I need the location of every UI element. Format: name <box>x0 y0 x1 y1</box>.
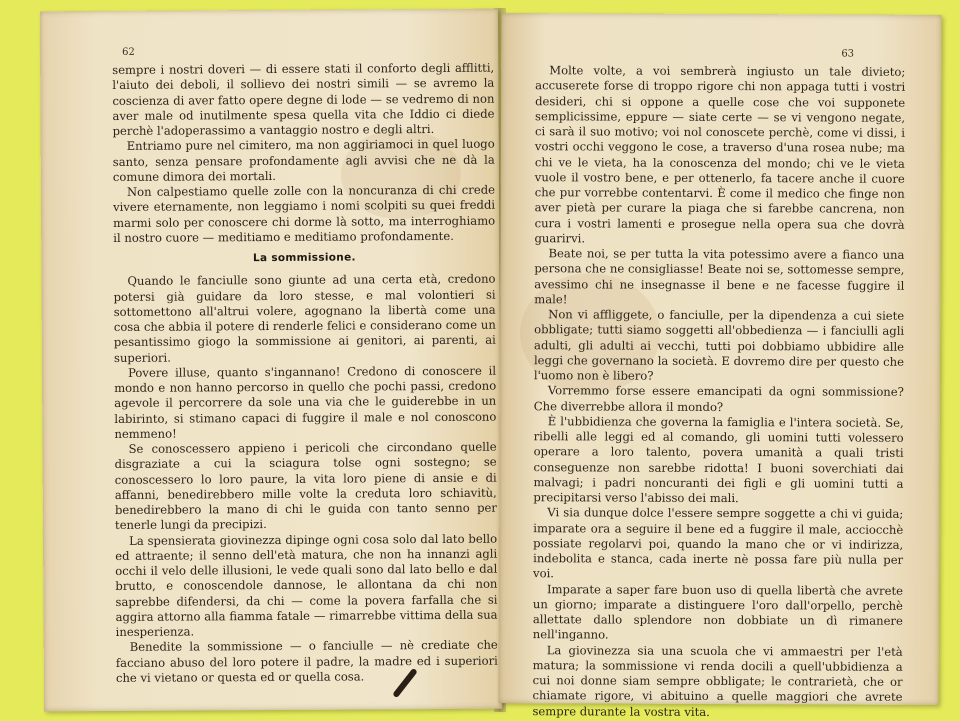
paragraph: sempre i nostri doveri — di essere stati il conforto degli afflitti, l'aiuto dei deboli, il sollievo dei nostri simili — se avremo la coscienza di aver fatto opere degne di lode — se vedremo di non aver male od inutilmente spesa quella vita che Iddio ci diede perchè l'adoperassimo a vantaggio nostro e degli altri. <box>112 60 495 138</box>
paragraph: Se conoscessero appieno i pericoli che circondano quelle disgraziate a cui la sciagura tolse ogni sostegno; se conoscessero lo loro paure, la vita loro piene di ansie e di affanni, benedirebbero mille volte la creduta loro schiavitù, benedirebbero la mano di chi le guida con tanto senno per tenerle lungi da precipizi. <box>114 439 497 533</box>
paragraph: Beate noi, se per tutta la vita potessimo avere a fianco una persona che ne consigliasse! Beate noi se, sottomesse sempre, avessimo chi ne insegnasse il bene e ne facesse fuggire il male! <box>534 246 905 307</box>
paragraph: La giovinezza sia una scuola che vi ammaestri per l'età matura; la sommissione vi renda docili a quell'ubbidienza a cui noi donne siam sempre obbligate; le contrarietà, che or chiamate rigore, vi abituino a quelle maggiori che avrete sempre durante la vostra vita. <box>532 642 903 719</box>
paragraph: La spensierata giovinezza dipinge ogni cosa solo dal lato bello ed attraente; il senno dell'età matura, che non ha innanzi agli occhi il velo delle illusioni, le vede quali sono dal lato bello e dal brutto, e conoscendole dannose, le allontana da chi non saprebbe difendersi, da chi — come la povera farfalla che si aggira attorno alla fiamma fatale — rimarrebbe vittima della sua inesperienza. <box>115 531 498 639</box>
right-page <box>498 13 941 719</box>
right-page-body <box>532 63 905 720</box>
paragraph: Non vi affliggete, o fanciulle, per la dipendenza a cui siete obbligate; tutti siamo soggetti all'obbedienza — i fanciulli agli adulti, gli adulti ai vecchi, tutti poi dobbiamo ubbidire alle leggi che governano la società. E dovremo dire per questo che l'uomo non è libero? <box>533 307 905 383</box>
paragraph: Vorremmo forse essere emancipati da ogni sommissione? Che diverrebbe allora il mondo? <box>533 383 904 414</box>
paragraph: Molte volte, a voi sembrerà ingiusto un tale divieto; accuserete forse di troppo rigore chi non appaga tutti i vostri desideri, chi si oppone a quelle cose che voi supponete semplicissime, eppure — siate certe — se vi vengono negate, ci sarà il suo motivo; voi nol conoscete perchè, come vi dissi, i vostri occhi veggono le cose, a traverso d'una rosea nube; ma chi ve le vieta, ha la conoscenza del mondo; chi ve le vieta vuole il vostro bene, e per ottenerlo, fa tacere anche il cuore che pur vorrebbe contentarvi. È come il medico che finge non aver pietà per curare la piaga che si farebbe cancrena, non cura i vostri lamenti e prosegue nella opera sua che dovrà guarirvi. <box>534 63 906 246</box>
section-heading: La sommissione. <box>252 251 356 265</box>
paragraph: Entriamo pure nel cimitero, ma non aggiriamoci in quel luogo santo, senza pensare profondamente agli avvisi che ne dà la comune dimora dei mortali. <box>112 136 495 184</box>
page-number-right: 63 <box>841 48 855 60</box>
paragraph: Benedite la sommissione — o fanciulle — nè crediate che facciano abuso del loro potere il padre, la madre ed i superiori che vi vietano or questa ed or quella cosa. <box>115 637 498 685</box>
paragraph: Quando le fanciulle sono giunte ad una certa età, credono potersi già guidare da loro stesse, e mal volontieri si sottomettono all'altrui volere, agognano la libertà come una cosa che abbia il potere di renderle felici e considerano come un pesantissimo giogo la sommissione ai genitori, ai parenti, ai superiori. <box>113 271 496 365</box>
left-page <box>40 9 502 712</box>
paragraph: Povere illuse, quanto s'ingannano! Credono di conoscere il mondo e non hanno percorso in quello che pochi passi, credono agevole il percorrere da sole una via che le guiderebbe in un labirinto, si stimano capaci di fuggire il male e nol conoscono nemmeno! <box>114 363 497 441</box>
page-number-left: 62 <box>122 46 135 58</box>
paragraph: Vi sia dunque dolce l'essere sempre soggette a chi vi guida; imparate ora a seguire il bene ed a fuggire il male, acciocchè possiate regolarvi poi, quando la mano che or vi indirizza, indebolita e stanca, cada inerte nè possa fare più nulla per voi. <box>533 505 904 581</box>
paragraph: È l'ubbidienza che governa la famiglia e l'intera società. Se, ribelli alle leggi ed al comando, gli uomini tutti volessero operare a loro talento, povera umanità a quali tristi conseguenze non sarebbe ridotta! I buoni soverchiati dai malvagi; i padri noncuranti dei figli e gli uomini tutti a precipitarsi verso l'abisso dei mali. <box>533 413 904 506</box>
paragraph: Non calpestiamo quelle zolle con la noncuranza di chi crede vivere eternamente, non leggiamo i nomi scolpiti su quei freddi marmi solo per conoscere chi dorme là sotto, ma interroghiamo il nostro cuore — meditiamo e meditiamo profondamente. <box>113 182 496 245</box>
left-page-body <box>112 61 498 686</box>
paragraph: Imparate a saper fare buon uso di quella libertà che avrete un giorno; imparate a distinguere l'oro dall'orpello, perchè allettate dallo splendore non dobbiate un dì rimanere nell'inganno. <box>532 581 904 642</box>
